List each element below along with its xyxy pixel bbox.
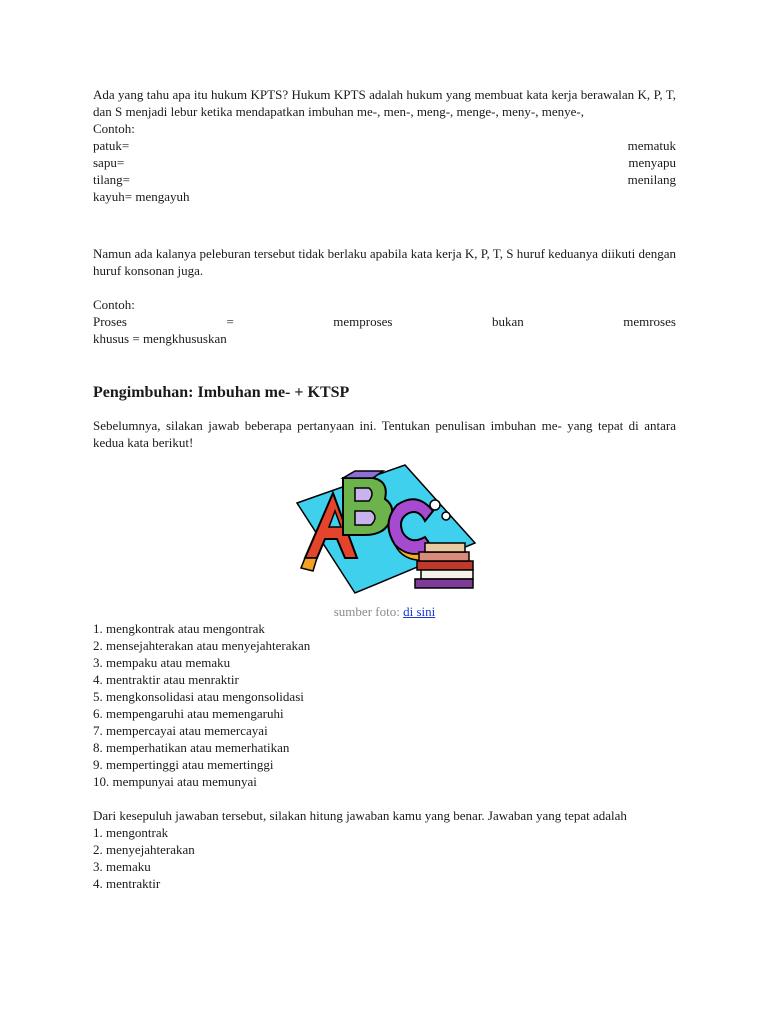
word-memproses: memproses <box>333 314 393 329</box>
example-result: mematuk <box>627 138 676 153</box>
word-memroses: memroses <box>623 314 676 329</box>
question-item: 3. mempaku atau memaku <box>93 655 231 670</box>
example-last: kayuh= mengayuh <box>93 189 190 204</box>
figure <box>93 463 676 620</box>
exception-paragraph: Namun ada kalanya peleburan tersebut tidak berlaku apabila kata kerja K, P, T, S huruf keduanya diikuti dengan huruf konsonan juga. <box>93 246 676 278</box>
caption-prefix: sumber foto: <box>333 604 400 619</box>
example-base: sapu= <box>93 155 125 170</box>
answer-item: 2. menyejahterakan <box>93 842 195 857</box>
document-page <box>93 86 676 892</box>
question-item: 7. mempercayai atau memercayai <box>93 723 268 738</box>
example-result: menilang <box>627 172 676 187</box>
exception-example-row <box>93 313 676 330</box>
question-item: 6. mempengaruhi atau memengaruhi <box>93 706 284 721</box>
answer-list <box>93 824 676 892</box>
answer-item: 1. mengontrak <box>93 825 169 840</box>
answers-paragraph: Dari kesepuluh jawaban tersebut, silakan hitung jawaban kamu yang benar. Jawaban yang tepat adalah <box>93 808 627 823</box>
question-item: 9. mempertinggi atau memertinggi <box>93 757 274 772</box>
example-row <box>93 137 676 154</box>
question-item: 10. mempunyai atau memunyai <box>93 774 257 789</box>
caption-link[interactable]: di sini <box>403 604 436 619</box>
example-base: patuk= <box>93 138 130 153</box>
answer-item: 4. mentraktir <box>93 876 161 891</box>
question-item: 8. memperhatikan atau memerhatikan <box>93 740 290 755</box>
question-item: 5. mengkonsolidasi atau mengonsolidasi <box>93 689 304 704</box>
section-paragraph: Sebelumnya, silakan jawab beberapa pertanyaan ini. Tentukan penulisan imbuhan me- yang tepat di antara kedua kata berikut! <box>93 418 676 450</box>
example-base: tilang= <box>93 172 130 187</box>
exception-last-example: khusus = mengkhususkan <box>93 331 227 346</box>
word-proses: Proses <box>93 314 127 329</box>
question-item: 1. mengkontrak atau mengontrak <box>93 621 265 636</box>
question-item: 4. mentraktir atau menraktir <box>93 672 239 687</box>
word-bukan: bukan <box>491 314 524 329</box>
contoh-label-2: Contoh: <box>93 297 135 312</box>
answer-item: 3. memaku <box>93 859 151 874</box>
contoh-label: Contoh: <box>93 121 135 136</box>
section-heading: Pengimbuhan: Imbuhan me- + KTSP <box>93 384 350 401</box>
question-item: 2. mensejahterakan atau menyejahterakan <box>93 638 311 653</box>
example-result: menyapu <box>628 155 676 170</box>
example-row <box>93 154 676 171</box>
question-list <box>93 620 676 790</box>
equals-sign: = <box>226 314 234 329</box>
figure-caption <box>93 603 676 620</box>
abc-books-icon <box>285 463 485 603</box>
intro-paragraph: Ada yang tahu apa itu hukum KPTS? Hukum KPTS adalah hukum yang membuat kata kerja berawalan K, P, T, dan S menjadi lebur ketika mendapatkan imbuhan me-, men-, meng-, menge-, meny-, menye-, <box>93 87 676 119</box>
example-row <box>93 171 676 188</box>
